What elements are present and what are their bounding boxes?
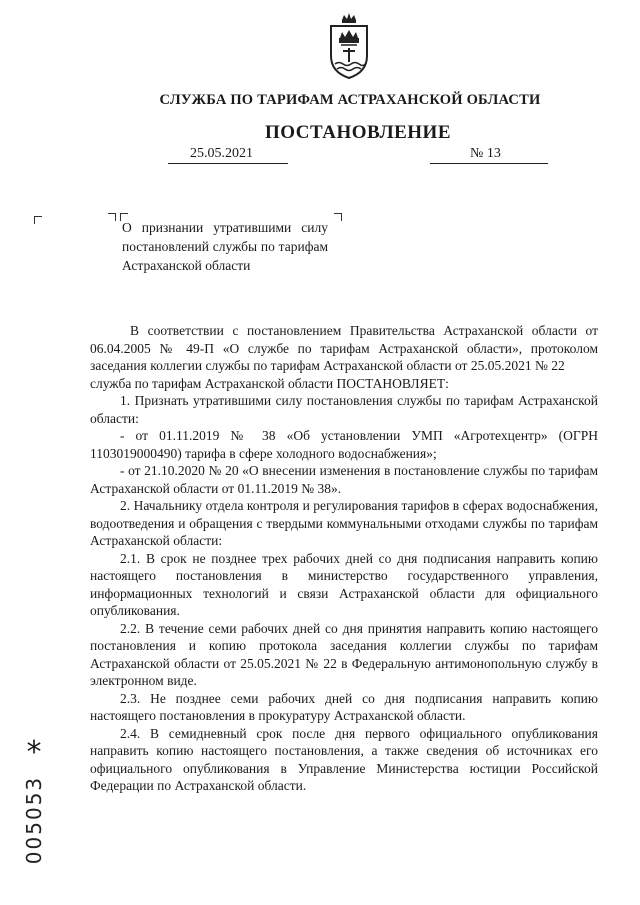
item-1: 1. Признать утратившими силу постановления службы по тарифам Астраханской области: (90, 393, 598, 426)
preamble-paragraph: В соответствии с постановлением Правительства Астраханской области от 06.04.2005 № 49-П «О службе по тарифам Астраханской области», протоколом заседания коллегии службы по тарифам Астраханской области от 25.05.2021 № 22 (90, 323, 598, 373)
coat-of-arms-icon (326, 12, 372, 82)
subject-corner-mark-right (334, 213, 342, 221)
item-2-3: 2.3. Не позднее семи рабочих дней со дня подписания направить копию настоящего постановления в прокуратуру Астраханской области. (90, 690, 598, 723)
agency-name: СЛУЖБА ПО ТАРИФАМ АСТРАХАНСКОЙ ОБЛАСТИ (159, 92, 541, 108)
item-1-sub-b: - от 21.10.2020 № 20 «О внесении изменения в постановление службы по тарифам Астраханской области от 01.11.2019 № 38». (90, 463, 598, 496)
subject-corner-mark-left (108, 213, 116, 221)
resolution-clause: служба по тарифам Астраханской области ПОСТАНОВЛЯЕТ: (90, 375, 449, 391)
document-date-field (168, 146, 288, 164)
item-2-1: 2.1. В срок не позднее трех рабочих дней со дня подписания направить копию настоящего постановления в министерство государственного управления, информационных технологий и связи Астраханской области для официального опубликования. (90, 550, 598, 618)
registration-stamp (18, 735, 50, 868)
document-number-field (430, 146, 548, 164)
document-number: № 13 (470, 146, 501, 161)
document-body (90, 322, 598, 795)
document-type-title: ПОСТАНОВЛЕНИЕ (264, 122, 452, 143)
document-date: 25.05.2021 (190, 146, 253, 161)
stamp-serial-number: 005053 (22, 775, 46, 865)
stamp-asterisk: * (26, 735, 42, 770)
item-2-4: 2.4. В семидневный срок после дня первого официального опубликования направить копию настоящего постановления, а также сведения об источниках его официального опубликования в Управление Министерства юстиции Российской Федерации по Астраханской области. (90, 725, 598, 793)
item-2-2: 2.2. В течение семи рабочих дней со дня принятия направить копию настоящего постановления и копию протокола заседания коллегии службы по тарифам Астраханской области от 25.05.2021 № 22 в Федеральную антимонопольную службу в электронном виде. (90, 620, 598, 688)
margin-corner-mark (34, 216, 42, 224)
document-subject: О признании утратившими силу постановлений службы по тарифам Астраханской области (122, 220, 328, 273)
item-2: 2. Начальнику отдела контроля и регулирования тарифов в сферах водоснабжения, водоотведения и обращения с твердыми коммунальными отходами службы по тарифам Астраханской области: (90, 498, 598, 548)
item-1-sub-a: - от 01.11.2019 № 38 «Об установлении УМП «Агротехцентр» (ОГРН 1103019000490) тарифа в сфере холодного водоснабжения»; (90, 428, 598, 461)
